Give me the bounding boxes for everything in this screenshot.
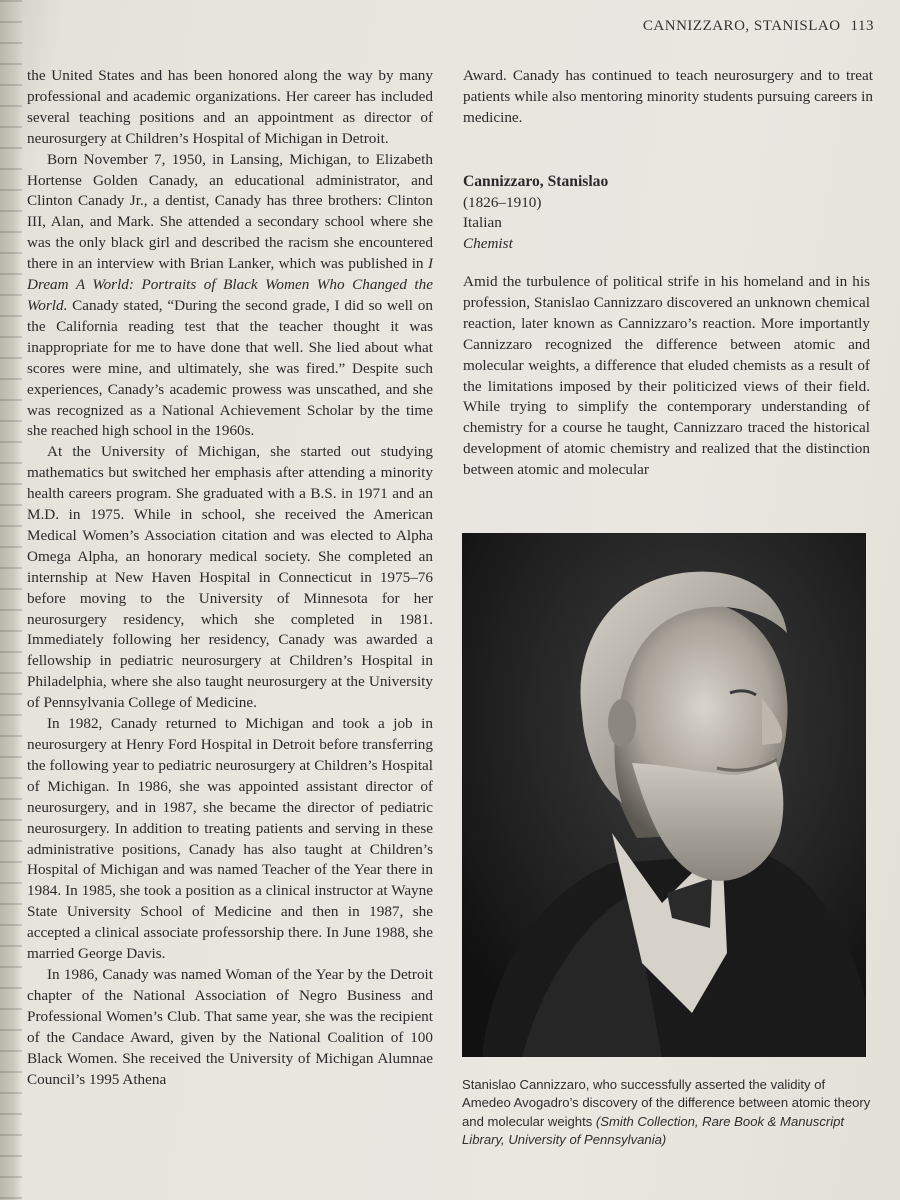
bleed-through-text — [0, 0, 22, 1200]
entry-body — [463, 272, 870, 481]
paragraph: Award. Canady has continued to teach neurosurgery and to treat patients while also mentoring minority students pursuing careers in medicine. — [463, 67, 873, 126]
paragraph: In 1986, Canady was named Woman of the Year by the Detroit chapter of the National Association of Negro Business and Professional Women’s Club. That same year, she was the recipient of the Candace Award, given by the National Coalition of 100 Black Women. She received the University of Michigan Alumnae Council’s 1995 Athena — [27, 965, 433, 1088]
figure-caption — [462, 1076, 872, 1149]
caption-text: Stanislao Cannizzaro, who successfully asserted the validity of Amedeo Avogadro’s discovery of the difference between atomic theory and molecular weights — [462, 1077, 871, 1129]
previous-page-edge — [0, 0, 22, 1200]
paragraph-text: Born November 7, 1950, in Lansing, Michigan, to Elizabeth Hortense Golden Canady, an educational administrator, and Clinton Canady Jr., a dentist, Canady has three brothers: Clinton III, Alan, and Mark. She attended a secondary school where she was the only black girl and described the racism she encountered there in an interview with Brian Lanker, which was published in — [27, 150, 433, 273]
paragraph: In 1982, Canady returned to Michigan and took a job in neurosurgery at Henry Ford Hospital in Detroit before transferring the following year to pediatric neurosurgery at Children’s Hospital of Michigan. In 1986, she was appointed assistant director of neurosurgery, and in 1987, she became the director of pediatric neurosurgery. In addition to treating patients and serving in these administrative positions, Canady has also taught at Children’s Hospital of Michigan and was named Teacher of the Year there in 1984. In 1985, she took a position as a clinical instructor at Wayne State University School of Medicine and then in 1987, she accepted a clinical associate professorship there. In June 1988, she married George Davis. — [27, 715, 433, 963]
entry-dates: (1826–1910) — [463, 193, 542, 211]
entry-heading — [463, 172, 873, 254]
paragraph-text: Canady stated, “During the second grade, I did so well on the California reading test that the teacher thought it was inappropriate for me to have done that well. She lied about what scores were mine, and ultimately, she was fired.” Despite such experiences, Canady’s academic prowess was unscathed, and she was recognized as a National Achievement Scholar by the time she reached high school in the 1960s. — [27, 296, 433, 440]
paragraph — [27, 150, 433, 443]
entry-occupation: Chemist — [463, 234, 513, 252]
running-head — [643, 18, 874, 35]
paragraph: the United States and has been honored along the way by many professional and academic organizations. Her career has included several teaching positions and an appointment as director of neurosurgery at Children’s Hospital of Michigan in Detroit. — [27, 67, 433, 147]
left-column — [27, 66, 433, 1156]
portrait-illustration — [462, 533, 866, 1057]
page-number: 113 — [850, 18, 874, 34]
book-title: I Dream A World: Portraits of Black Women Who Changed the World. — [27, 255, 433, 314]
running-title: CANNIZZARO, STANISLAO — [642, 18, 841, 34]
right-column-continuation — [463, 66, 873, 129]
paragraph: Amid the turbulence of political strife in his homeland and in his profession, Stanislao Cannizzaro discovered an unknown chemical reaction, later known as Cannizzaro’s reaction. More importantly Cannizzaro recognized the difference between atomic and molecular weights, a difference that eluded chemists as a result of the limitations imposed by their politicized views of their field. While trying to simplify the contemporary understanding of chemistry for a course he taught, Cannizzaro traced the historical development of atomic chemistry and realized that the distinction between atomic and molecular — [463, 273, 870, 479]
entry-nationality: Italian — [463, 214, 502, 231]
entry-name: Cannizzaro, Stanislao — [463, 173, 609, 190]
portrait-photo — [462, 533, 866, 1057]
caption-credit: (Smith Collection, Rare Book & Manuscript Library, University of Pennsylvania) — [462, 1113, 845, 1147]
paragraph: At the University of Michigan, she started out studying mathematics but switched her emphasis after attending a minority health careers program. She graduated with a B.S. in 1971 and an M.D. in 1975. While in school, she received the American Medical Women’s Association citation and was elected to Alpha Omega Alpha, an honorary medical society. She completed an internship at New Haven Hospital in Connecticut in 1975–76 before moving to the University of Minnesota for her neurosurgery residency, which she completed in 1981. Immediately following her residency, Canady was awarded a fellowship in pediatric neurosurgery at Children’s Hospital in Philadelphia, where she also taught neurosurgery at the University of Pennsylvania College of Medicine. — [27, 443, 433, 712]
